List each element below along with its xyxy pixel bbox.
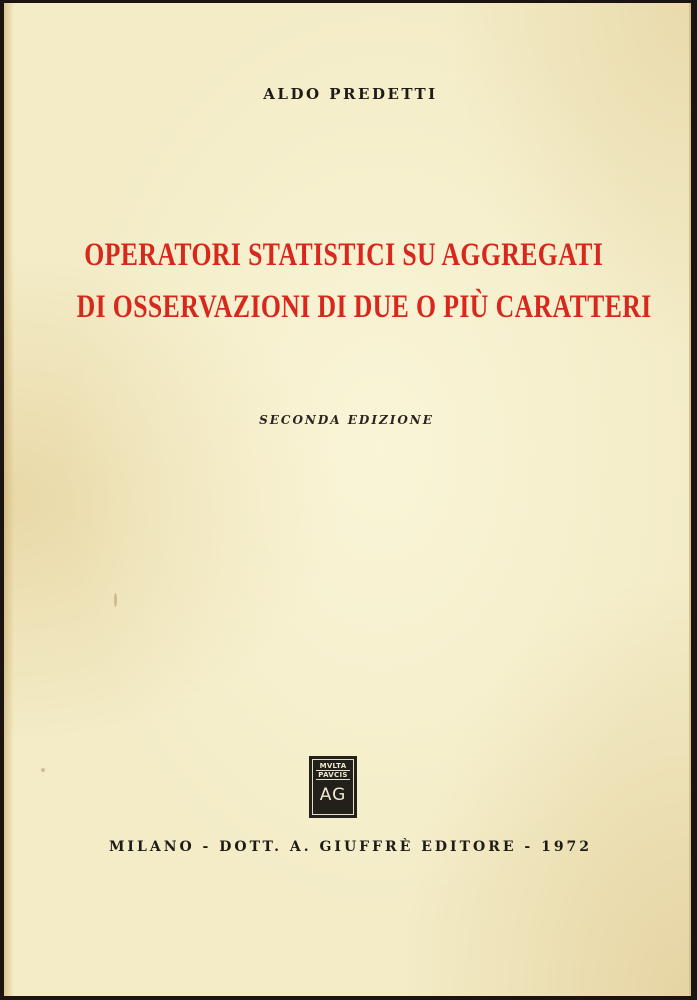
- paper-stain: [41, 768, 45, 772]
- title-line-2: DI OSSERVAZIONI DI DUE O PIÙ CARATTERI: [76, 289, 652, 325]
- logo-motto-line-2: PAVCIS: [316, 771, 350, 780]
- publisher-logo-frame: [312, 759, 354, 815]
- book-title: [76, 229, 652, 333]
- book-cover: [4, 3, 691, 996]
- paper-stain: [114, 593, 117, 607]
- title-line-1: OPERATORI STATISTICI SU AGGREGATI: [84, 237, 604, 273]
- author-name: ALDO PREDETTI: [263, 85, 438, 103]
- logo-motto-line-1: MVLTA: [316, 762, 350, 771]
- publisher-logo: [309, 756, 357, 818]
- edition-label: SECONDA EDIZIONE: [259, 413, 434, 427]
- logo-initials: AG: [319, 785, 347, 805]
- publisher-imprint: MILANO - DOTT. A. GIUFFRÈ EDITORE - 1972: [108, 839, 593, 855]
